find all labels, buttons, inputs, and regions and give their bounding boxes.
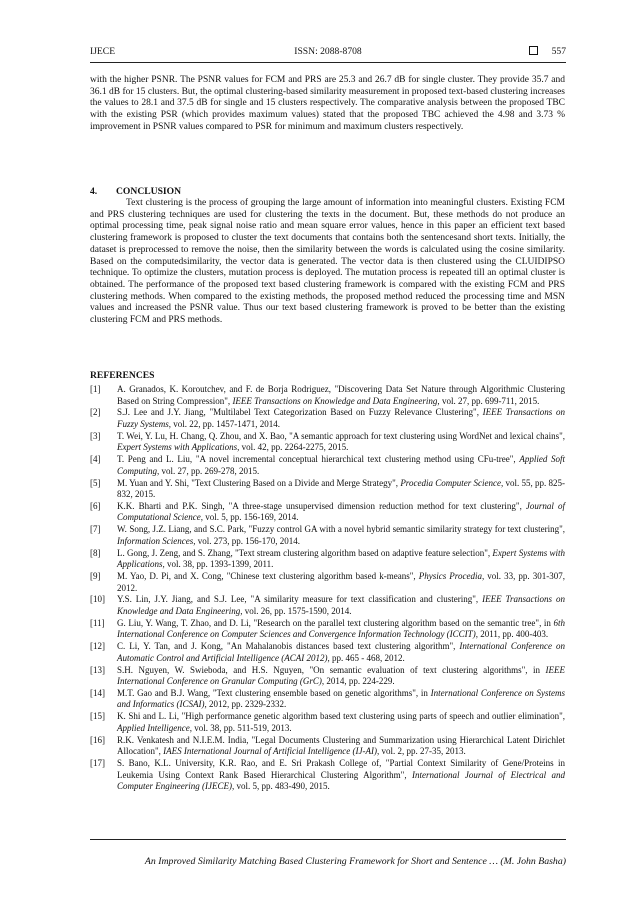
running-footer: An Improved Similarity Matching Based Clustering Framework for Short and Sentence … (M. John Basha) [144, 856, 566, 867]
reference-item [90, 407, 565, 430]
reference-number: [16] [90, 734, 105, 745]
reference-details: , 2012, pp. 2329-2332. [204, 699, 287, 710]
reference-number: [13] [90, 664, 105, 675]
running-header [90, 46, 566, 60]
square-icon [529, 46, 538, 55]
reference-item [90, 548, 565, 571]
reference-number: [17] [90, 758, 105, 768]
reference-venue: Expert Systems with Applications, [117, 442, 240, 453]
reference-item [90, 618, 565, 641]
section-heading [90, 186, 181, 197]
reference-venue: Information Sciences, [117, 535, 196, 546]
reference-text: G. Liu, Y. Wang, T. Zhao, and D. Li, "Research on the parallel text clustering algorithm based on the semantic tree", in [117, 617, 554, 628]
reference-venue: Physics Procedia, [418, 571, 485, 581]
reference-number: [2] [90, 407, 101, 418]
reference-details: vol. 42, pp. 2264-2275, 2015. [239, 442, 349, 453]
intro-paragraph: with the higher PSNR. The PSNR values for FCM and PRS are 25.3 and 26.7 dB for single cluster. They provide 35.7 and 36.1 dB for 15 clusters. But, the optimal clustering-based similarity measurement in proposed text-based clustering increases the values to 28.1 and 37.5 dB for single and 15 clusters respectively. The comparative analysis between the proposed TBC with the existing PSR (which provides maximum values) stated that the proposed TBC achieved the 4.98 and 3.73 % improvement in PSNR values compared to PSR for minimum and maximum clusters respectively. [90, 75, 565, 132]
reference-details: vol. 26, pp. 1575-1590, 2014. [242, 605, 352, 616]
reference-text: C. Li, Y. Tan, and J. Kong, "An Mahalanobis distances based text clustering algorithm", [117, 641, 460, 652]
conclusion-paragraph: Text clustering is the process of grouping the large amount of information into meaningful clusters. Existing FCM and PRS clustering techniques are used for clustering the texts in the document. But, these methods do not produce an optimal processing time, peak signal noise ratio and mean square error values, hence in this paper an efficient text based clustering framework is proposed to cluster the text documents that contains both the sentencesand short texts. Initially, the dataset is preprocessed to remove the noise, then the similarity between the words is calculated using the cosine similarity. Based on the computedsimilarity, the vector data is generated. The vector data is then clustered using the CLUIDIPSO technique. To optimize the clusters, mutation process is deployed. The mutation process is repeated till an optimal cluster is obtained. The performance of the proposed text based clustering framework is compared with the existing FCM and PRS clustering methods. When compared to the existing methods, the proposed method reduced the processing time and MSN values and increased the PSNR value. Thus our text based clustering framework is proved to be better than the existing clustering FCM and PRS methods. [90, 198, 565, 326]
reference-details: , 2011, pp. 400-403. [475, 629, 549, 640]
reference-venue: International Journal of Electrical and Computer Engineering (IJECE), [117, 769, 565, 792]
reference-text: M.T. Gao and B.J. Wang, "Text clustering ensemble based on genetic algorithms", in [117, 687, 431, 698]
reference-item [90, 711, 565, 734]
reference-item [90, 758, 565, 793]
reference-text: R.K. Venkatesh and N.I.E.M. India, "Legal Documents Clustering and Summarization using Hierarchical Latent Dirichlet Allocation", [117, 734, 565, 757]
reference-venue: IAES International Journal of Artificial Intelligence (IJ-AI), [163, 746, 380, 757]
reference-item [90, 571, 565, 594]
reference-item [90, 478, 565, 501]
reference-text: M. Yao, D. Pi, and X. Cong, "Chinese text clustering algorithm based k-means", [117, 571, 419, 581]
reference-details: vol. 38, pp. 511-519, 2013. [191, 722, 292, 733]
references-heading: REFERENCES [90, 370, 155, 381]
reference-text: S. Bano, K.L. University, K.R. Rao, and E. Sri Prakash College of, "Partial Context Similarity of Gene/Proteins in Leukemia Using Context Rank Based Hierarchical Clustering Algorithm", [117, 758, 565, 780]
reference-details: vol. 55, pp. 825-832, 2015. [117, 477, 566, 500]
reference-text: K. Shi and L. Li, "High performance genetic algorithm based text clustering using parts of speech and outlier elimination", [117, 711, 565, 722]
reference-details: vol. 2, pp. 27-35, 2013. [379, 746, 466, 757]
reference-item [90, 431, 565, 454]
reference-text: M. Yuan and Y. Shi, "Text Clustering Based on a Divide and Merge Strategy", [117, 477, 401, 488]
reference-details: vol. 5, pp. 483-490, 2015. [234, 781, 330, 792]
reference-venue: IEEE Transactions on Knowledge and Data Engineering, [232, 395, 440, 406]
reference-text: L. Gong, J. Zeng, and S. Zhang, "Text stream clustering algorithm based on adaptive feature selection", [117, 547, 493, 558]
reference-text: T. Wei, Y. Lu, H. Chang, Q. Zhou, and X. Bao, "A semantic approach for text clustering using WordNet and lexical chains", [117, 430, 565, 441]
reference-details: vol. 33, pp. 301-307, 2012. [117, 571, 565, 593]
reference-venue: Applied Intelligence, [117, 722, 192, 733]
reference-venue: Applied Soft Computing, [117, 454, 565, 476]
issn: ISSN: 2088-8708 [294, 46, 362, 57]
reference-details: vol. 27, pp. 269-278, 2015. [159, 465, 260, 476]
reference-number: [6] [90, 500, 101, 511]
reference-number: [5] [90, 477, 101, 488]
reference-number: [1] [90, 384, 101, 394]
reference-venue: Expert Systems with Applications, [117, 547, 565, 570]
reference-text: S.H. Nguyen, W. Swieboda, and H.S. Nguyen, "On semantic evaluation of text clustering algorithms", in [117, 664, 546, 675]
reference-number: [14] [90, 687, 105, 698]
reference-details: vol. 5, pp. 156-169, 2014. [202, 512, 299, 523]
reference-text: K.K. Bharti and P.K. Singh, "A three-stage unsupervised dimension reduction method for text clustering", [117, 500, 526, 511]
journal-name: IJECE [90, 46, 116, 57]
header-rule [90, 62, 566, 63]
reference-item [90, 524, 565, 547]
reference-number: [9] [90, 571, 101, 581]
reference-number: [8] [90, 547, 101, 558]
reference-venue: International Conference on Systems and Informatics (ICSAI) [117, 687, 565, 710]
reference-item [90, 594, 565, 617]
page-number-group [529, 46, 566, 57]
reference-list [90, 384, 565, 793]
footer-rule [90, 839, 566, 840]
reference-number: [3] [90, 430, 101, 441]
reference-number: [11] [90, 617, 105, 628]
reference-item [90, 641, 565, 664]
reference-text: Y.S. Lin, J.Y. Jiang, and S.J. Lee, "A similarity measure for text classification and clustering", [117, 594, 483, 605]
reference-item [90, 384, 565, 407]
reference-item [90, 688, 565, 711]
reference-details: vol. 27, pp. 699-711, 2015. [439, 395, 540, 406]
reference-details: , 2014, pp. 224-229. [321, 676, 395, 687]
reference-venue: Procedia Computer Science, [400, 477, 504, 488]
reference-venue: IEEE Transactions on Fuzzy Systems, [117, 407, 565, 429]
reference-number: [12] [90, 641, 105, 652]
reference-number: [15] [90, 711, 105, 722]
section-title: CONCLUSION [116, 186, 182, 197]
reference-details: pp. 465 - 468, 2012. [329, 652, 405, 663]
reference-number: [10] [90, 594, 105, 605]
reference-text: S.J. Lee and J.Y. Jiang, "Multilabel Text Categorization Based on Fuzzy Relevance Clustering", [117, 407, 483, 418]
reference-number: [4] [90, 454, 101, 465]
reference-text: A. Granados, K. Koroutchev, and F. de Borja Rodriguez, "Discovering Data Set Nature through Algorithmic Clustering Based on String Compression", [117, 384, 565, 406]
reference-text: T. Peng and L. Liu, "A novel incremental conceptual hierarchical text clustering method using CFu-tree", [117, 454, 520, 465]
reference-text: W. Song, J.Z. Liang, and S.C. Park, "Fuzzy control GA with a novel hybrid semantic similarity strategy for text clustering", [117, 524, 565, 535]
page-number: 557 [551, 46, 566, 57]
reference-venue: IEEE Transactions on Knowledge and Data Engineering, [117, 594, 565, 616]
reference-venue: Journal of Computational Science, [117, 500, 565, 523]
section-number: 4. [90, 186, 98, 197]
reference-item [90, 501, 565, 524]
reference-number: [7] [90, 524, 101, 535]
reference-details: vol. 22, pp. 1457-1471, 2014. [171, 418, 280, 429]
reference-details: vol. 273, pp. 156-170, 2014. [195, 535, 300, 546]
reference-item [90, 665, 565, 688]
reference-item [90, 454, 565, 477]
reference-venue: 6th International Conference on Computer Sciences and Convergence Information Technology (ICCIT) [117, 617, 565, 640]
reference-venue: IEEE International Conference on Granular Computing (GrC) [117, 664, 565, 687]
reference-item [90, 735, 565, 758]
reference-details: vol. 38, pp. 1393-1399, 2011. [164, 559, 274, 570]
reference-venue: International Conference on Automatic Control and Artificial Intelligence (ACAI 2012), [117, 641, 565, 663]
